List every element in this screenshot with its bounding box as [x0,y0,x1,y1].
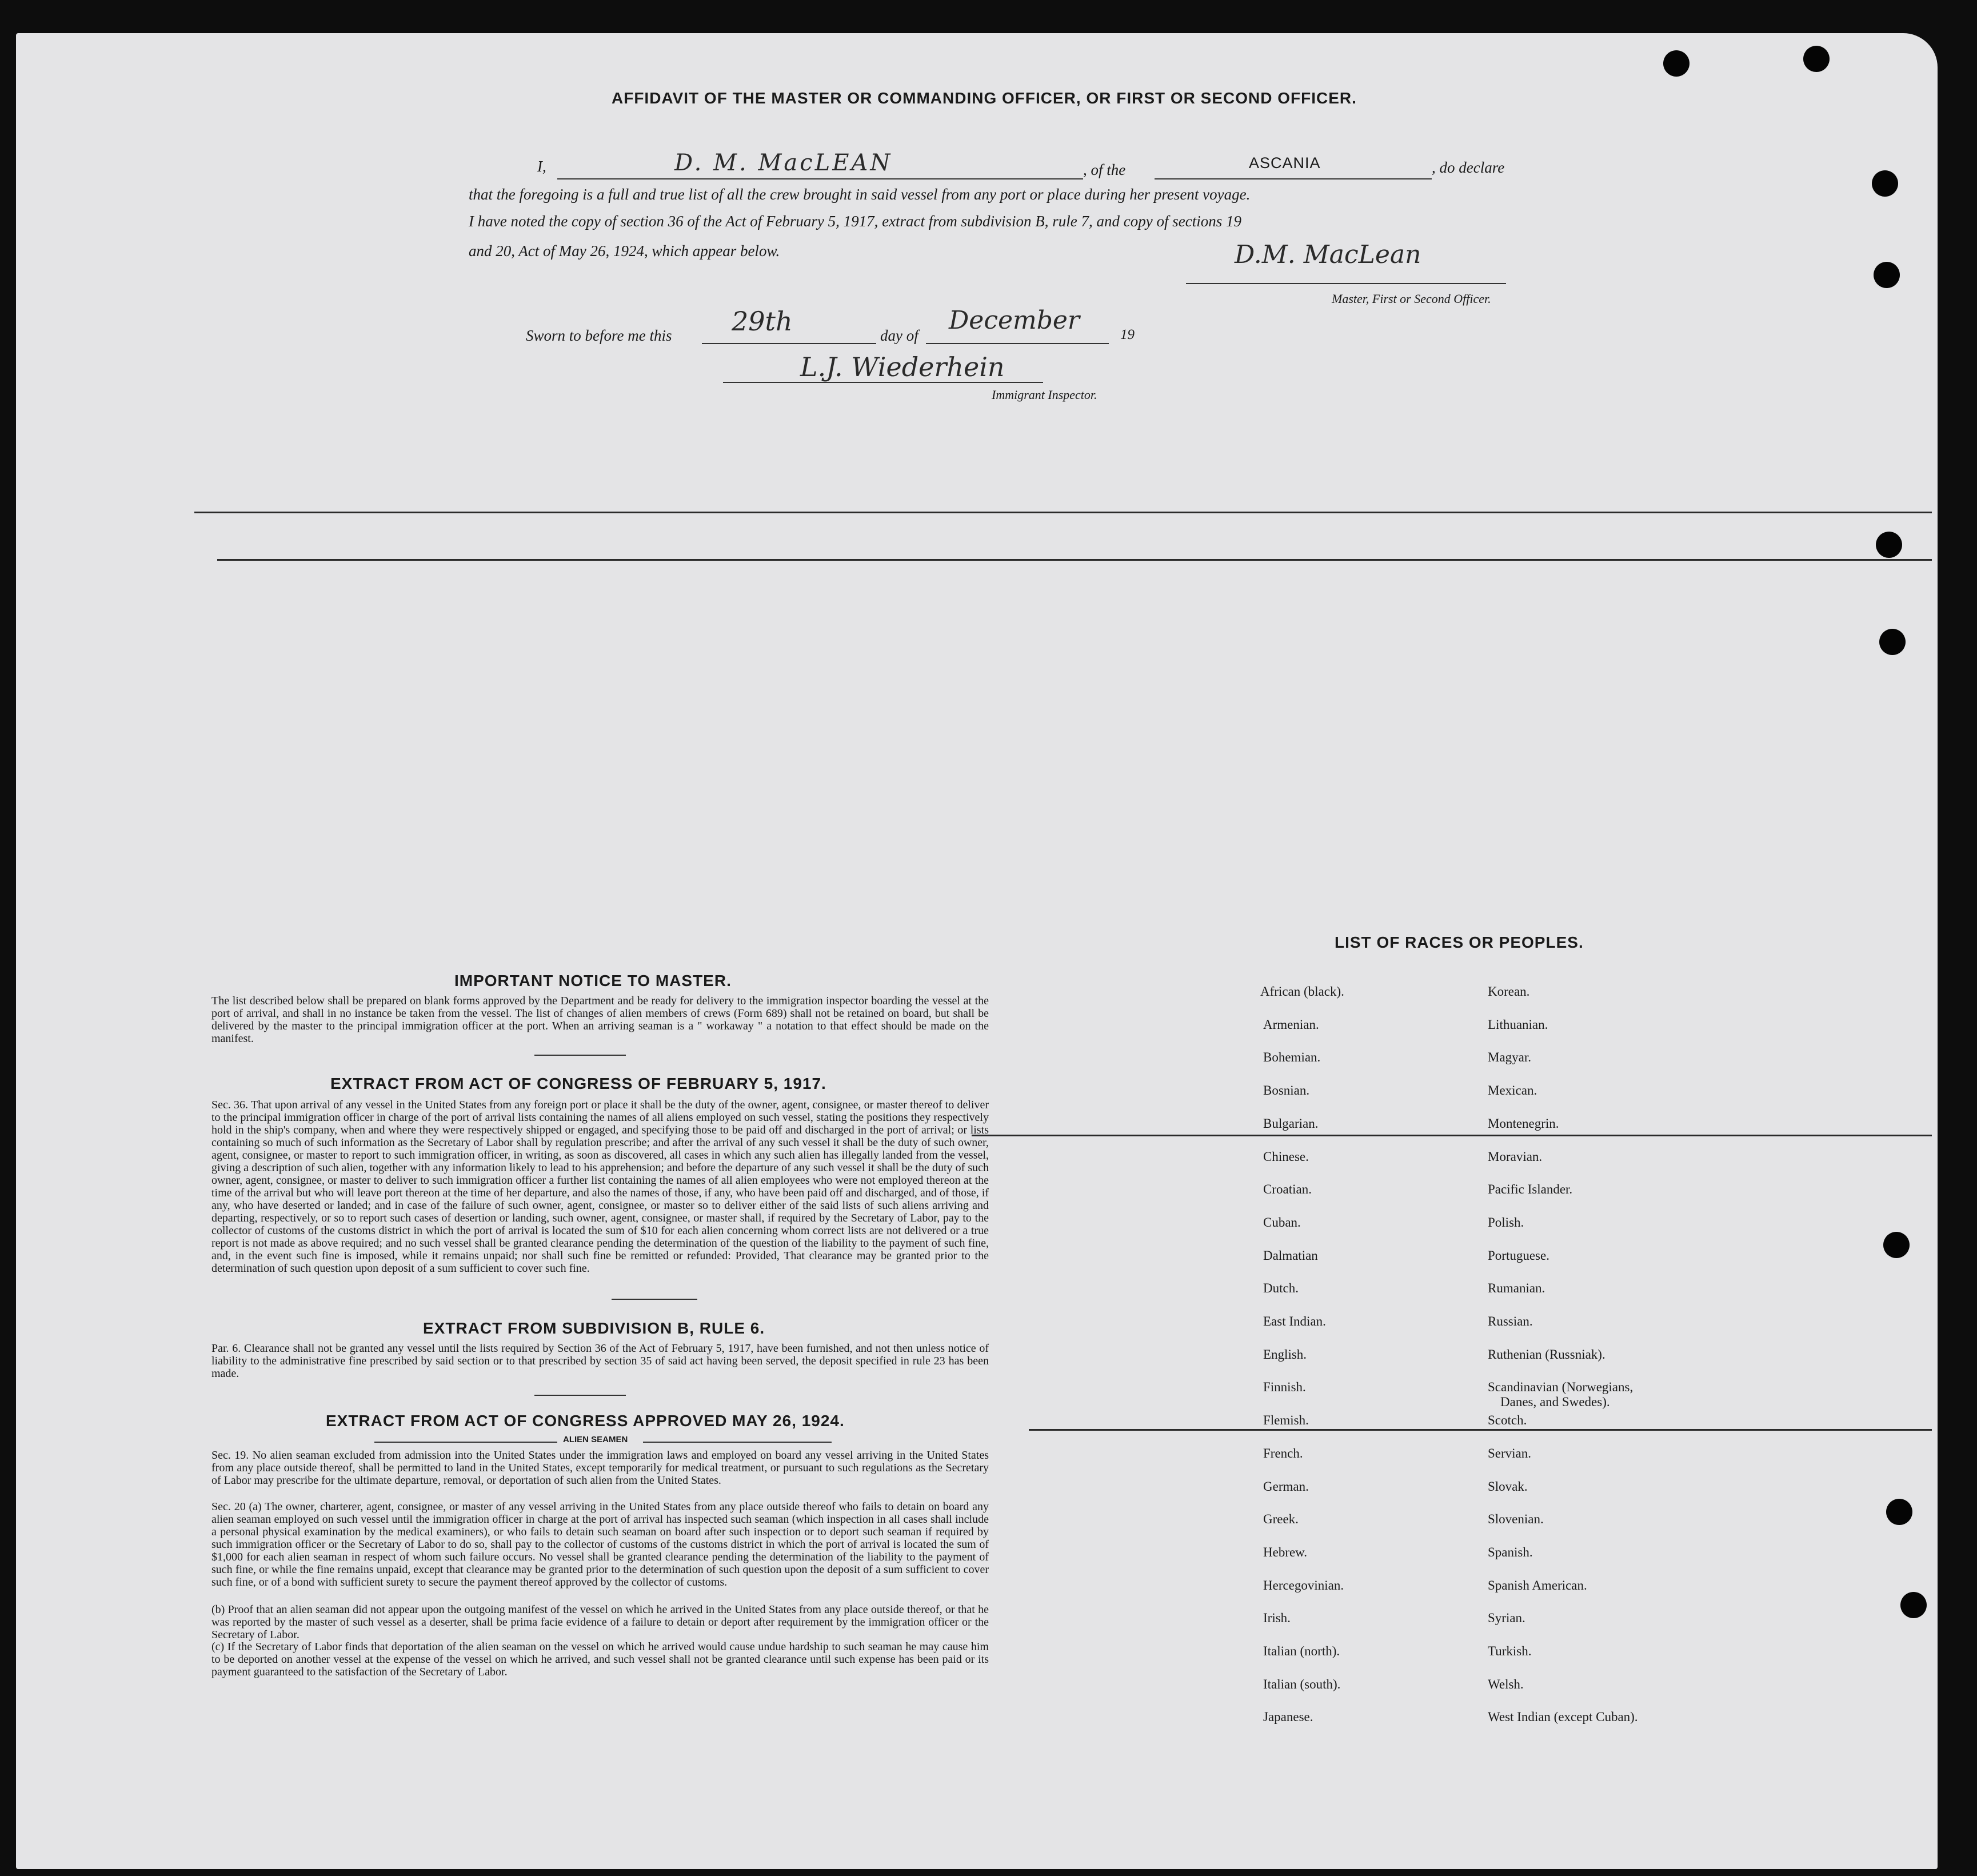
affidavit-title: AFFIDAVIT OF THE MASTER OR COMMANDING OFFICER, OR FIRST OR SECOND OFFICER. [612,89,1357,107]
punch-hole-6 [1879,629,1906,655]
extract-1917-title: EXTRACT FROM ACT OF CONGRESS OF FEBRUARY 5, 1917. [330,1075,826,1092]
subdivision-divider [534,1395,626,1396]
race-item: Finnish. [1263,1380,1306,1395]
race-item: German. [1263,1479,1309,1494]
punch-hole-5 [1876,532,1902,558]
race-item: Rumanian. [1488,1281,1545,1296]
race-item: Spanish. [1488,1544,1533,1559]
race-item: Portuguese. [1488,1248,1549,1263]
sworn-day: 29th [732,306,793,337]
race-item: Cuban. [1263,1215,1301,1230]
race-item: Hercegovinian. [1263,1578,1344,1592]
extract-1924-title: EXTRACT FROM ACT OF CONGRESS APPROVED MAY 26, 1924. [326,1412,845,1430]
sec-20a-body: Sec. 20 (a) The owner, charterer, agent, consignee, or master of any vessel arriving in the United States from any place outside thereof who fails to detain on board any alien seaman employed on such vessel until the immigration officer in charge at the port of arrival has inspected such seaman (which inspection in all cases shall include a personal physical examination by the medical examiners), or who fails to detain such seaman on board after such inspection or to deport such seaman if required by such immigration officer or the Secretary of Labor to do so, shall pay to the collector of customs of the customs district in which the port of arrival is located the sum of $1,000 for each alien seaman in respect of whom such failure occurs. No vessel shall be granted clearance pending the determination of the liability to the payment of such fine, or while the fine remains unpaid, except that clearance may be granted prior to the determination of such question upon the deposit of a sum sufficient to cover such fine, or of a bond with sufficient surety to secure the payment thereof approved by the collector of customs. [211,1500,989,1588]
race-item: Polish. [1488,1215,1524,1230]
notice-body: The list described below shall be prepared on blank forms approved by the Department and be ready for delivery to the immigration inspector boarding the vessel at the port of arrival, and shall in no instance be taken from the vessel. The list of changes of alien members of crews (Form 689) shall not be retained on board, but shall be delivered by the master to the principal immigration officer at the port. When an arriving seaman is a " workaway " a notation to that effect should be made on the manifest. [211,995,989,1045]
sworn-month: December [949,306,1080,335]
extract-1917-body: Sec. 36. That upon arrival of any vessel in the United States from any foreign port or place it shall be the duty of the owner, agent, consignee, or master thereof to deliver to the principal immigration officer in charge of the port of arrival lists containing the names of all aliens employed on such vessel, stating the positions they respectively hold in the ship's company, when and where they were respectively shipped or engaged, and specifying those to be paid off and discharged in the port of arrival; or lists containing so much of such information as the Secretary of Labor shall by regulation prescribe; and after the arrival of any such vessel it shall be the duty of such owner, agent, consignee, or master to report to such immigration officer, in writing, as soon as discovered, all cases in which any such alien has illegally landed from the vessel, giving a description of such alien, together with any information likely to lead to his apprehension; and before the departure of any such vessel it shall be the duty of such owner, agent, consignee, or master to deliver to such immigration officer a further list containing the names of all alien employees who were not employed thereon at the time of the arrival but who will leave port thereon at the time of her departure, and also the names of those, if any, who have been paid off and discharged, and of those, if any, who have deserted or landed; and in case of the failure of such owner, agent, consignee, or master so to deliver either of the said lists of such aliens arriving and departing, respectively, or so to report such cases of desertion or landing, such owner, agent, consignee, or master shall, if required by the Secretary of Labor, pay to the collector of customs of the customs district in which the port of arrival is located the sum of $10 for each alien concerning whom correct lists are not delivered or a true report is not made as above required; and no such vessel shall be granted clearance pending the determination of the question of the liability to the payment of such fine, and, in the event such fine is imposed, while it remains unpaid; nor shall such fine be remitted or refunded: Provided, That clearance may be granted prior to the determination of such question upon deposit of a sum sufficient to cover such fine. [211,1099,989,1275]
race-item: Korean. [1488,984,1530,999]
alien-seamen-rule-left [374,1442,557,1443]
punch-hole-8 [1886,1499,1912,1525]
race-item: Greek. [1263,1512,1299,1527]
race-item: Dalmatian [1263,1248,1318,1263]
race-item: Japanese. [1263,1710,1313,1725]
race-item: West Indian (except Cuban). [1488,1710,1638,1725]
race-item: Danes, and Swedes). [1500,1395,1610,1410]
notice-divider [534,1055,626,1056]
sec-20b-body: (b) Proof that an alien seaman did not appear upon the outgoing manifest of the vessel on which he arrived in the United States from any place outside thereof, or that he was reported by the master of such vessel as a deserter, shall be prima facie evidence of a failure to detain or deport after requirement by the immigration officer or the Secretary of Labor. [211,1603,989,1641]
punch-hole-7 [1883,1232,1910,1258]
race-item: Syrian. [1488,1611,1525,1626]
race-item: Hebrew. [1263,1544,1308,1559]
race-item: Pacific Islander. [1488,1182,1573,1197]
race-item: Mexican. [1488,1083,1537,1098]
name-underline [557,178,1083,179]
race-item: Spanish American. [1488,1578,1587,1592]
race-item: Servian. [1488,1446,1532,1460]
race-item: Slovak. [1488,1479,1528,1494]
sworn-day-underline [702,343,876,344]
of-the-label: , of the [1083,161,1126,178]
race-item: Italian (south). [1263,1677,1341,1691]
race-item: Bulgarian. [1263,1116,1319,1131]
master-caption: Master, First or Second Officer. [1332,292,1491,306]
vessel-name: ASCANIA [1249,154,1321,171]
punch-hole-4 [1874,262,1900,288]
master-signature-line [1186,283,1506,284]
race-item: Montenegrin. [1488,1116,1559,1131]
race-item: Moravian. [1488,1149,1543,1164]
race-item: Welsh. [1488,1677,1524,1691]
do-declare-label: , do declare [1432,159,1505,176]
race-item: Ruthenian (Russniak). [1488,1347,1605,1362]
subdivision-title: EXTRACT FROM SUBDIVISION B, RULE 6. [423,1319,765,1337]
race-item: East Indian. [1263,1314,1326,1328]
day-of-label: day of [880,327,918,344]
sworn-month-underline [926,343,1109,344]
extract-1917-divider [612,1299,697,1300]
alien-seamen-rule-right [643,1442,832,1443]
race-item: Flemish. [1263,1413,1309,1428]
vessel-underline [1155,178,1432,179]
sworn-label: Sworn to before me this [526,327,672,344]
race-item: Turkish. [1488,1644,1532,1658]
race-item: Dutch. [1263,1281,1299,1296]
race-item: Magyar. [1488,1050,1532,1065]
master-name: D. M. MacLEAN [674,150,893,176]
race-item: Scotch. [1488,1413,1527,1428]
master-signature: D.M. MacLean [1235,240,1421,269]
race-item: Italian (north). [1263,1644,1340,1658]
race-item: Croatian. [1263,1182,1312,1197]
year-prefix: 19 [1120,327,1135,342]
race-item: Lithuanian. [1488,1017,1548,1032]
race-item: Irish. [1263,1611,1291,1626]
race-item: Bosnian. [1263,1083,1310,1098]
affidavit-line-3: I have noted the copy of section 36 of the Act of February 5, 1917, extract from subdivision B, rule 7, and copy of sections 19 [469,213,1241,230]
race-item: English. [1263,1347,1307,1362]
race-item: Slovenian. [1488,1512,1544,1527]
punch-hole-3 [1872,170,1898,197]
race-item: Russian. [1488,1314,1533,1328]
subdivision-body: Par. 6. Clearance shall not be granted any vessel until the lists required by Section 36 of the Act of February 5, 1917, have been furnished, and not then unless notice of liability to the administrative fine prescribed by said section or to that prescribed by section 35 of said act having been served, the deposit specified in rule 23 has been made. [211,1342,989,1380]
affidavit-line-4: and 20, Act of May 26, 1924, which appear below. [469,242,780,260]
sec-20c-body: (c) If the Secretary of Labor finds that deportation of the alien seaman on the vessel on which he arrived would cause undue hardship to such seaman he may cause him to be deported on another vessel at the expense of the vessel on which he arrived, and such vessel shall not be granted clearance until such expense has been paid or its payment guaranteed to the satisfaction of the Secretary of Labor. [211,1640,989,1678]
race-item: Chinese. [1263,1149,1309,1164]
race-item: African (black). [1260,984,1344,999]
alien-seamen-subtitle: ALIEN SEAMEN [563,1435,628,1444]
race-item: French. [1263,1446,1303,1460]
sec-19-body: Sec. 19. No alien seaman excluded from admission into the United States under the immigration laws and employed on board any vessel arriving in the United States from any place outside thereof, shall be permitted to land in the United States, except temporarily for medical treatment, or pursuant to such regulations as the Secretary of Labor may prescribe for the ultimate departure, removal, or deportation of such alien from the United States. [211,1449,989,1487]
affidavit-line-2: that the foregoing is a full and true list of all the crew brought in said vessel from any port or place during her present voyage. [469,186,1251,203]
notice-title: IMPORTANT NOTICE TO MASTER. [454,972,732,989]
punch-hole-1 [1663,50,1690,77]
race-item: Bohemian. [1263,1050,1321,1065]
race-item: Armenian. [1263,1017,1319,1032]
inspector-signature-line [723,382,1043,383]
punch-hole-9 [1900,1592,1927,1618]
inspector-caption: Immigrant Inspector. [992,388,1097,402]
affidavit-i: I, [537,158,546,175]
inspector-signature: L.J. Wiederhein [800,352,1005,382]
race-item: Scandinavian (Norwegians, [1488,1380,1633,1395]
punch-hole-2 [1803,46,1830,72]
races-title: LIST OF RACES OR PEOPLES. [1335,933,1584,951]
